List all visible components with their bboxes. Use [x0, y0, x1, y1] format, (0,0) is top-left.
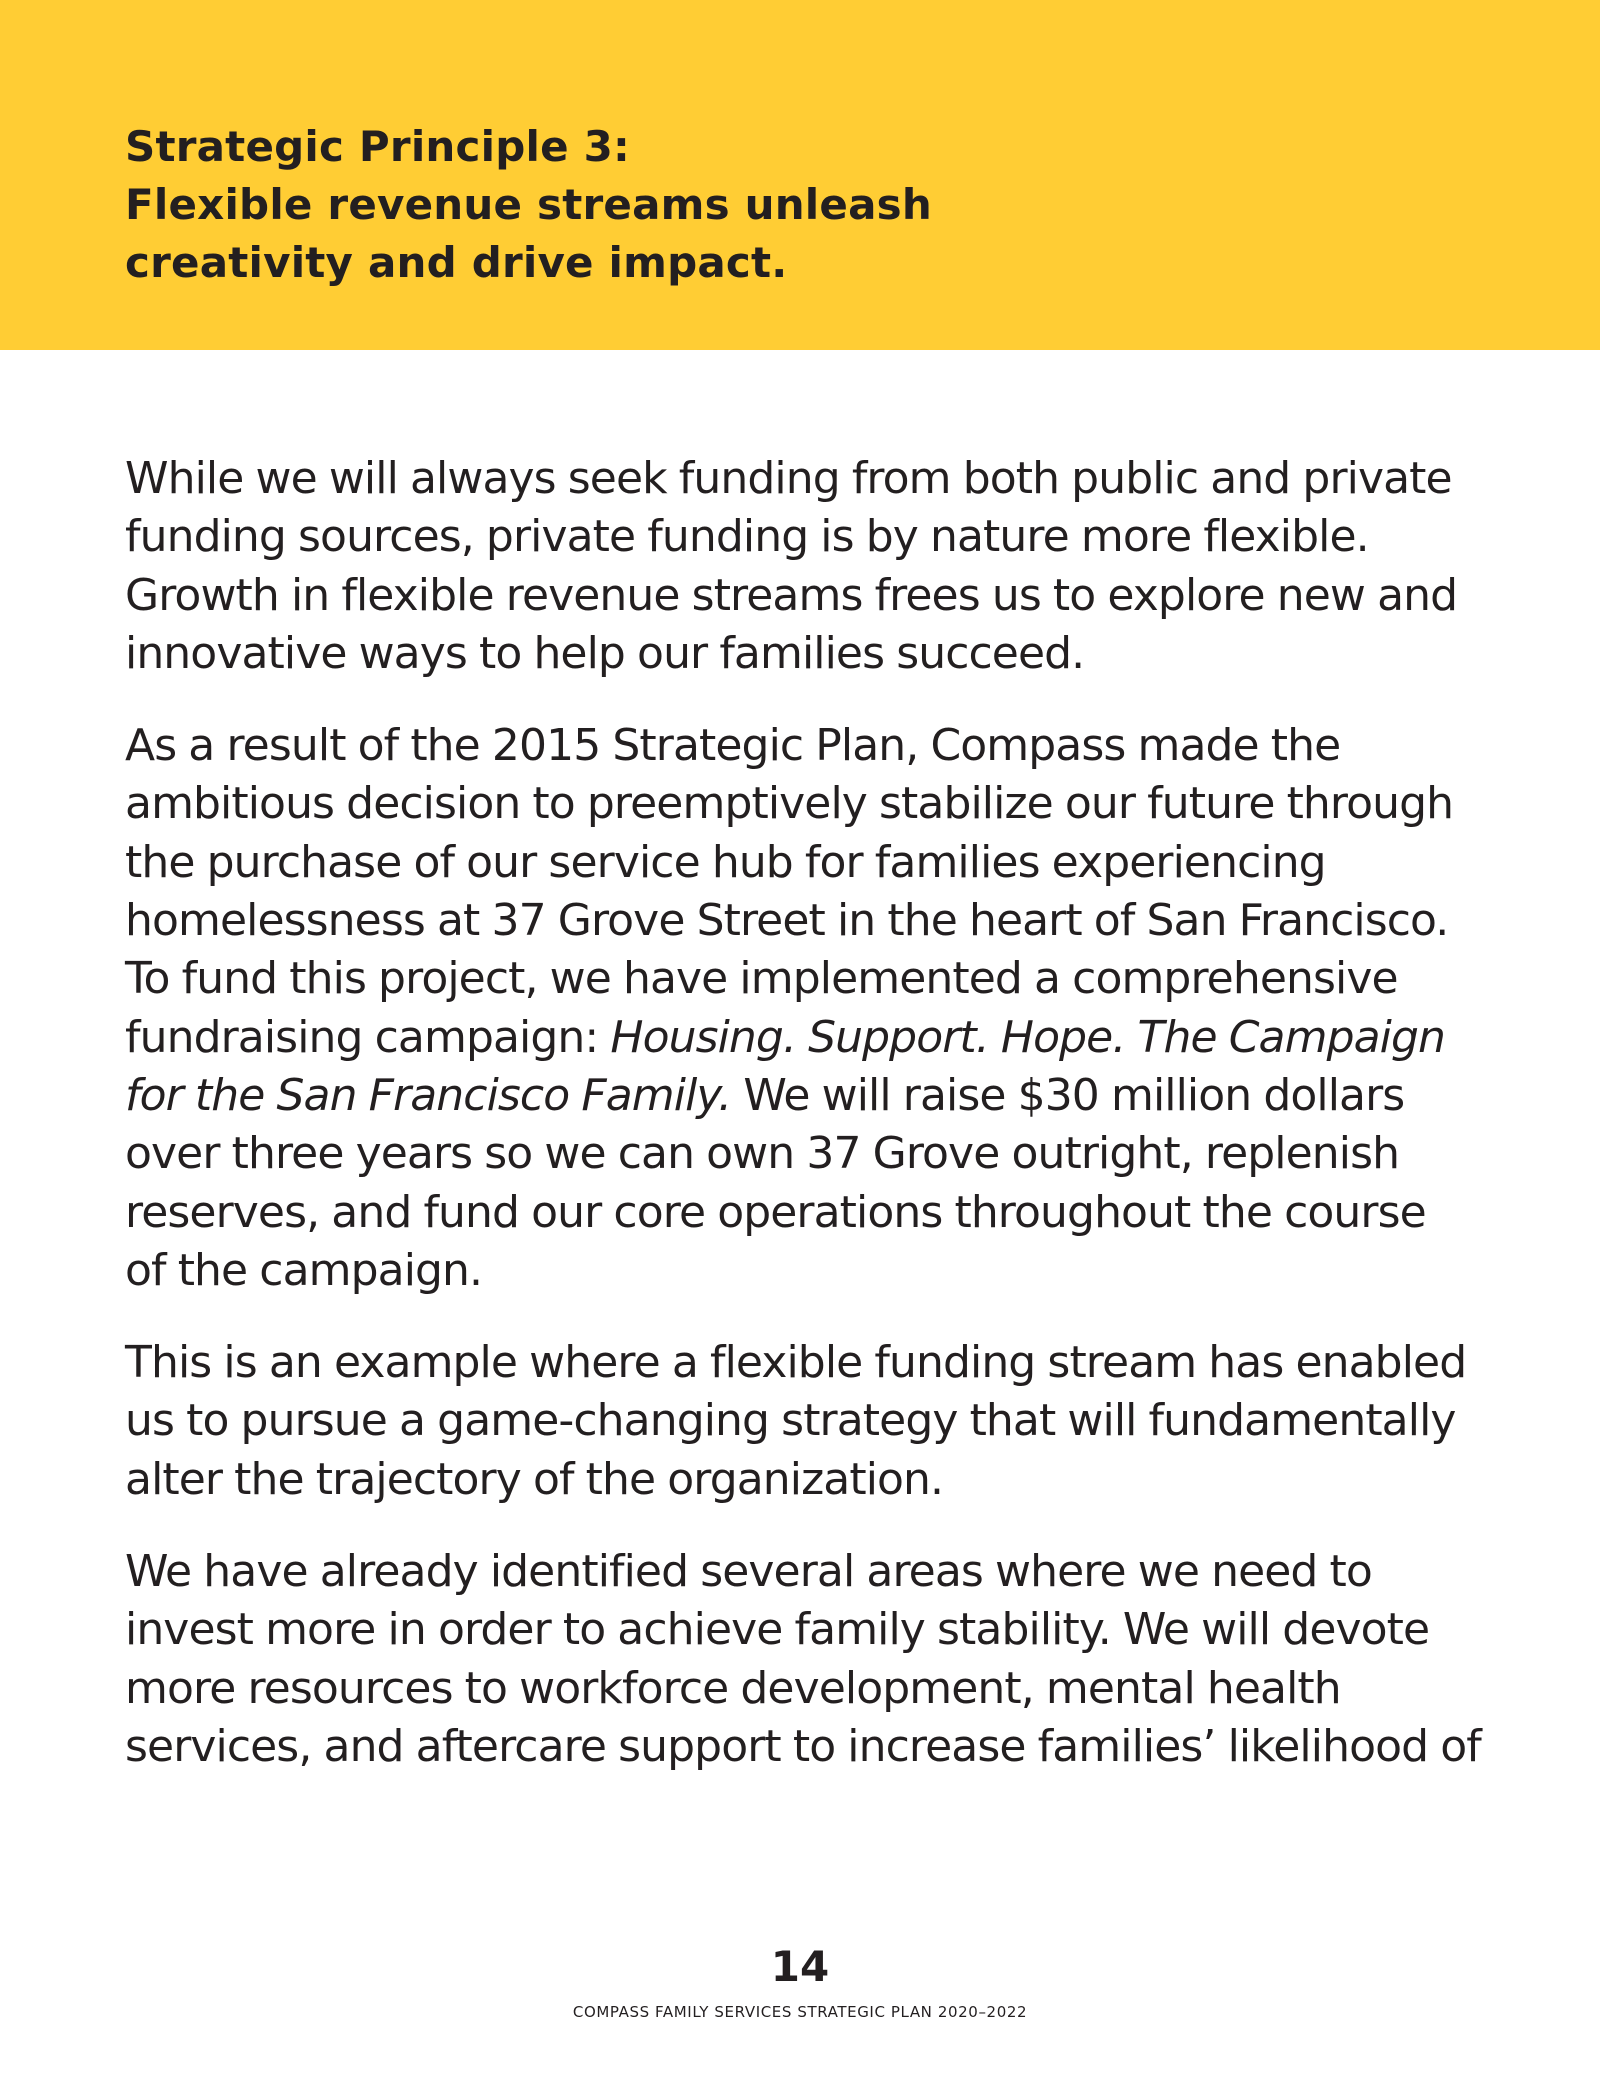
text-line: funding sources, private funding is by nature more flexible. [125, 511, 1369, 563]
paragraph-4 [125, 1543, 1485, 1776]
text-line [125, 1067, 1485, 1125]
text-line: This is an example where a flexible funding stream has enabled [125, 1337, 1467, 1389]
text-line: homelessness at 37 Grove Street in the heart of San Francisco. [125, 895, 1449, 947]
text-line: alter the trajectory of the organization. [125, 1453, 944, 1505]
text-line: Growth in flexible revenue streams frees us to explore new and [125, 569, 1458, 621]
paragraph-2 [125, 717, 1485, 1300]
paragraph-1 [125, 450, 1485, 683]
text-line [125, 1009, 1485, 1067]
text-line: reserves, and fund our core operations throughout the course [125, 1186, 1426, 1238]
campaign-name-italic: for the San Francisco Family. [125, 1069, 732, 1121]
text-line: innovative ways to help our families succeed. [125, 627, 1085, 679]
text-run: We will raise $30 million dollars [731, 1069, 1405, 1121]
text-line: ambitious decision to preemptively stabilize our future through [125, 778, 1454, 830]
campaign-name-italic: Housing. Support. Hope. The Campaign [610, 1011, 1446, 1063]
text-line: invest more in order to achieve family stability. We will devote [125, 1604, 1430, 1656]
text-line: of the campaign. [125, 1244, 483, 1296]
text-line: As a result of the 2015 Strategic Plan, Compass made the [125, 720, 1341, 772]
text-line: over three years so we can own 37 Grove outright, replenish [125, 1128, 1400, 1180]
header-band [0, 0, 1600, 350]
text-line: To fund this project, we have implemented a comprehensive [125, 953, 1398, 1005]
heading-line: Flexible revenue streams unleash [125, 180, 932, 229]
text-line: us to pursue a game-changing strategy that will fundamentally [125, 1395, 1456, 1447]
text-line: more resources to workforce development, mental health [125, 1662, 1341, 1714]
text-line: While we will always seek funding from both public and private [125, 453, 1452, 504]
text-line: the purchase of our service hub for families experiencing [125, 836, 1326, 888]
text-line: services, and aftercare support to increase families’ likelihood of [125, 1720, 1481, 1772]
text-run: fundraising campaign: [125, 1011, 611, 1063]
section-heading [125, 118, 1325, 292]
text-line: We have already identified several areas where we need to [125, 1546, 1372, 1598]
paragraph-3 [125, 1334, 1485, 1509]
footer-document-title: COMPASS FAMILY SERVICES STRATEGIC PLAN 2020–2022 [572, 2003, 1028, 2021]
heading-line: creativity and drive impact. [125, 238, 788, 287]
heading-line: Strategic Principle 3: [125, 122, 630, 171]
body-text [125, 450, 1485, 1810]
page-number: 14 [770, 1942, 830, 1991]
